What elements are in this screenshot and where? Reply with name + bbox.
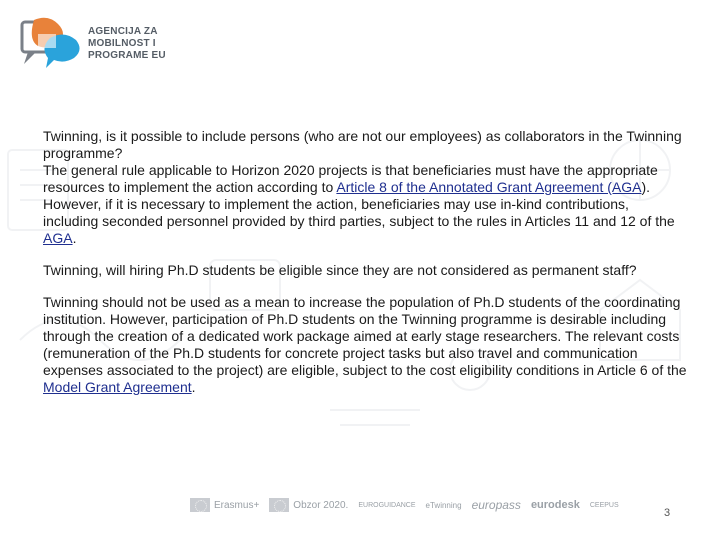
answer-1-text-b: ). However, if it is necessary to implement the action, beneficiaries may use in-kind contributions, including seconded personnel provided by third parties, subject to the rules in Articles 11 and 12 of the [43, 179, 675, 229]
answer-1-text-a: The general rule applicable to Horizon 2020 projects is that beneficiaries must have the appropriate resources to implement the action according to [43, 162, 658, 195]
article-8-aga-link[interactable]: Article 8 of the Annotated Grant Agreement (AGA [336, 179, 642, 195]
erasmus-label: Erasmus+ [214, 499, 260, 511]
europass-logo [472, 498, 521, 512]
aga-link[interactable]: AGA [43, 230, 73, 246]
ceepus-label: CEEPUS [589, 501, 619, 509]
europass-label: europass [471, 498, 521, 512]
logo-line-1: AGENCIJA ZA [88, 26, 158, 37]
answer-2 [43, 294, 688, 396]
answer-1 [43, 162, 688, 247]
answer-1-text-c: . [72, 230, 77, 246]
eurodesk-label: eurodesk [530, 499, 580, 511]
obzor-label: Obzor 2020. [293, 499, 349, 511]
agency-logo [20, 16, 166, 72]
erasmus-logo [190, 498, 259, 512]
euroguidance-label: EUROGUIDANCE [358, 501, 416, 509]
etwinning-label: eTwinning [425, 500, 462, 510]
eurodesk-logo [531, 499, 580, 511]
logo-line-2: MOBILNOST I [88, 38, 156, 49]
answer-2-text-b: . [191, 379, 196, 395]
eu-flag-icon [269, 498, 289, 512]
faq-content [43, 128, 688, 396]
etwinning-logo [426, 501, 462, 510]
question-2: Twinning, will hiring Ph.D students be eligible since they are not considered as permanent staff? [43, 262, 637, 278]
footer-logos [190, 488, 710, 522]
model-grant-agreement-link[interactable]: Model Grant Agreement [43, 379, 192, 395]
eu-flag-icon [190, 498, 210, 512]
logo-line-3: PROGRAME EU [88, 50, 166, 61]
ceepus-logo [590, 502, 619, 509]
obzor-logo [269, 498, 348, 512]
euroguidance-logo [358, 502, 415, 509]
agency-logo-mark [20, 16, 82, 72]
answer-2-text-a: Twinning should not be used as a mean to increase the population of Ph.D students of the coordinating institution. However, participation of Ph.D students on the Twinning programme is desirable including through the creation of a dedicated work package aimed at early stage researchers. The relevant costs (remuneration of the Ph.D students for concrete project tasks but also travel and communication expenses associated to the project) are eligible, subject to the cost eligibility conditions in Article 6 of the [43, 294, 687, 378]
page-number: 3 [664, 507, 671, 519]
question-1: Twinning, is it possible to include persons (who are not our employees) as collaborators in the Twinning programme? [43, 128, 682, 161]
